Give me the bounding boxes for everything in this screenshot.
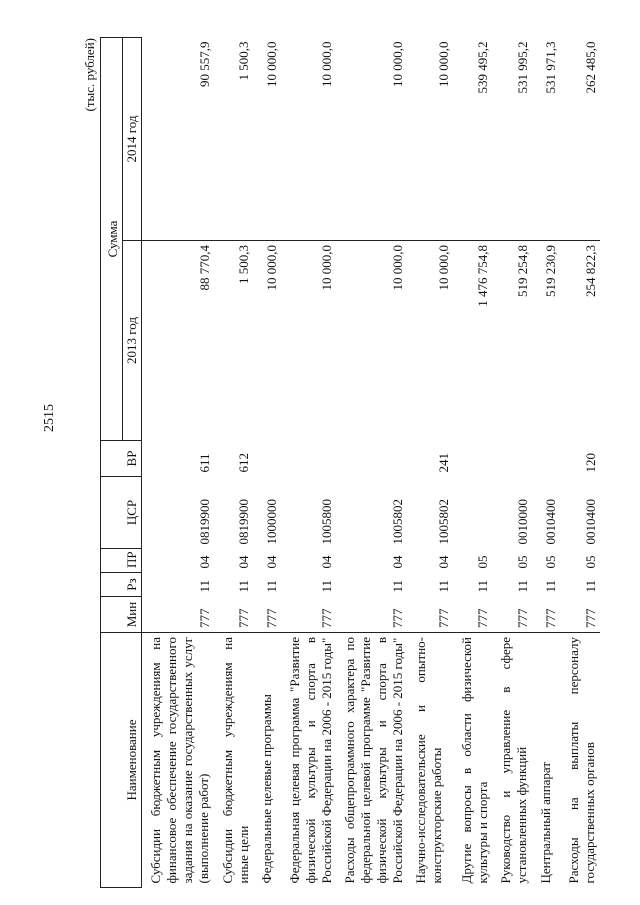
cell-rz: 11 [582, 579, 598, 593]
table-row [336, 38, 407, 888]
cell-name: Центральный аппарат [532, 633, 560, 888]
cell-vr [281, 441, 336, 477]
cell-min: 777 [542, 608, 558, 628]
cell-vr: 611 [196, 453, 212, 473]
cell-vr [453, 441, 492, 477]
cell-pr: 05 [542, 555, 558, 569]
cell-y2014: 10 000,0 [318, 41, 334, 87]
cell-min: 777 [389, 608, 405, 628]
table-row [492, 38, 532, 888]
cell-csr [453, 477, 492, 549]
header-csr: ЦСР [101, 477, 142, 549]
table-row [142, 38, 214, 888]
cell-name: Субсидии бюджетным учреждениям на иные цели [214, 633, 253, 888]
header-sum: Сумма [101, 38, 123, 441]
cell-rz: 11 [542, 579, 558, 593]
cell-rz: 11 [389, 579, 405, 593]
cell-csr: 1005800 [318, 499, 334, 545]
cell-min: 777 [582, 608, 598, 628]
table-body [142, 38, 600, 888]
cell-min: 777 [435, 608, 451, 628]
cell-y2013: 1 500,3 [214, 241, 253, 441]
cell-y2013: 1 476 754,8 [453, 241, 492, 441]
cell-min: 777 [514, 608, 530, 628]
table-row [214, 38, 253, 888]
cell-csr: 0010400 [542, 499, 558, 545]
cell-csr: 0819900 [235, 499, 251, 545]
cell-min: 777 [235, 608, 251, 628]
cell-min: 777 [318, 608, 334, 628]
cell-y2014: 10 000,0 [389, 41, 405, 87]
cell-rz: 11 [196, 579, 212, 593]
cell-rz: 11 [514, 579, 530, 593]
cell-name: Расходы общепрограммного характера по федеральной целевой программе "Развитие физической культуры и спорта в Российской Федерации на 2006 - 2015 годы" [336, 633, 407, 888]
cell-name: Федеральная целевая программа "Развитие физической культуры и спорта в Российской Федерации на 2006 - 2015 годы" [281, 633, 336, 888]
cell-y2014: 1 500,3 [235, 41, 251, 81]
table-row [407, 38, 453, 888]
cell-name: Руководство и управление в сфере установленных функций [492, 633, 532, 888]
cell-y2014: 531 971,3 [542, 41, 558, 94]
cell-csr: 1005802 [435, 499, 451, 545]
cell-csr: 0010400 [582, 499, 598, 545]
cell-y2014: 531 995,2 [514, 41, 530, 94]
cell-vr: 241 [435, 453, 451, 473]
cell-name: Федеральные целевые программы [253, 633, 281, 888]
cell-name: Субсидии бюджетным учреждениям на финансовое обеспечение государственного задания на оказание государственных услуг (выполнение работ) [142, 633, 214, 888]
header-2013: 2013 год [123, 241, 142, 441]
cell-pr: 05 [514, 555, 530, 569]
header-min: Мин [101, 597, 142, 633]
cell-csr: 1005802 [389, 499, 405, 545]
cell-rz: 11 [318, 579, 334, 593]
header-vr: ВР [101, 441, 142, 477]
cell-rz: 11 [263, 579, 279, 593]
cell-min: 777 [196, 608, 212, 628]
cell-name: Расходы на выплаты персоналу государственных органов [560, 633, 600, 888]
cell-y2013: 10 000,0 [253, 241, 281, 441]
cell-y2014: 539 495,2 [474, 41, 490, 94]
budget-table-sheet [82, 38, 598, 888]
cell-csr: 1000000 [263, 499, 279, 545]
cell-vr [532, 441, 560, 477]
table-row [253, 38, 281, 888]
cell-y2014: 10 000,0 [435, 41, 451, 87]
table-row [532, 38, 560, 888]
cell-csr: 0819900 [196, 499, 212, 545]
cell-y2014: 90 557,9 [196, 41, 212, 87]
cell-y2014: 10 000,0 [263, 41, 279, 87]
cell-vr: 120 [582, 453, 598, 473]
cell-vr [492, 441, 532, 477]
cell-vr: 612 [235, 453, 251, 473]
cell-pr: 04 [435, 555, 451, 569]
cell-pr: 04 [196, 555, 212, 569]
header-name: Наименование [101, 633, 142, 888]
header-rz: Рз [101, 573, 142, 597]
cell-y2014: 262 485,0 [582, 41, 598, 94]
cell-vr [253, 441, 281, 477]
cell-csr: 0010000 [514, 499, 530, 545]
cell-rz: 11 [235, 579, 251, 593]
table-row [560, 38, 600, 888]
header-pr: ПР [101, 549, 142, 573]
cell-vr [336, 441, 407, 477]
cell-pr: 04 [318, 555, 334, 569]
cell-pr: 04 [389, 555, 405, 569]
cell-y2013: 10 000,0 [281, 241, 336, 441]
unit-note: (тыс. рублей) [82, 38, 97, 112]
header-2014: 2014 год [123, 38, 142, 241]
cell-pr: 05 [474, 555, 490, 569]
cell-min: 777 [263, 608, 279, 628]
cell-name: Научно-исследовательские и опытно-конструкторские работы [407, 633, 453, 888]
cell-y2013: 88 770,4 [142, 241, 214, 441]
cell-pr: 04 [235, 555, 251, 569]
cell-rz: 11 [435, 579, 451, 593]
cell-y2013: 10 000,0 [336, 241, 407, 441]
cell-pr: 05 [582, 555, 598, 569]
table-row [453, 38, 492, 888]
cell-y2013: 254 822,3 [560, 241, 600, 441]
cell-y2013: 519 230,9 [532, 241, 560, 441]
cell-min: 777 [474, 608, 490, 628]
cell-rz: 11 [474, 579, 490, 593]
budget-table [100, 37, 600, 888]
table-row [281, 38, 336, 888]
cell-name: Другие вопросы в области физической культуры и спорта [453, 633, 492, 888]
cell-y2013: 519 254,8 [492, 241, 532, 441]
cell-y2013: 10 000,0 [407, 241, 453, 441]
page-number: 2515 [42, 404, 57, 432]
cell-pr: 04 [263, 555, 279, 569]
